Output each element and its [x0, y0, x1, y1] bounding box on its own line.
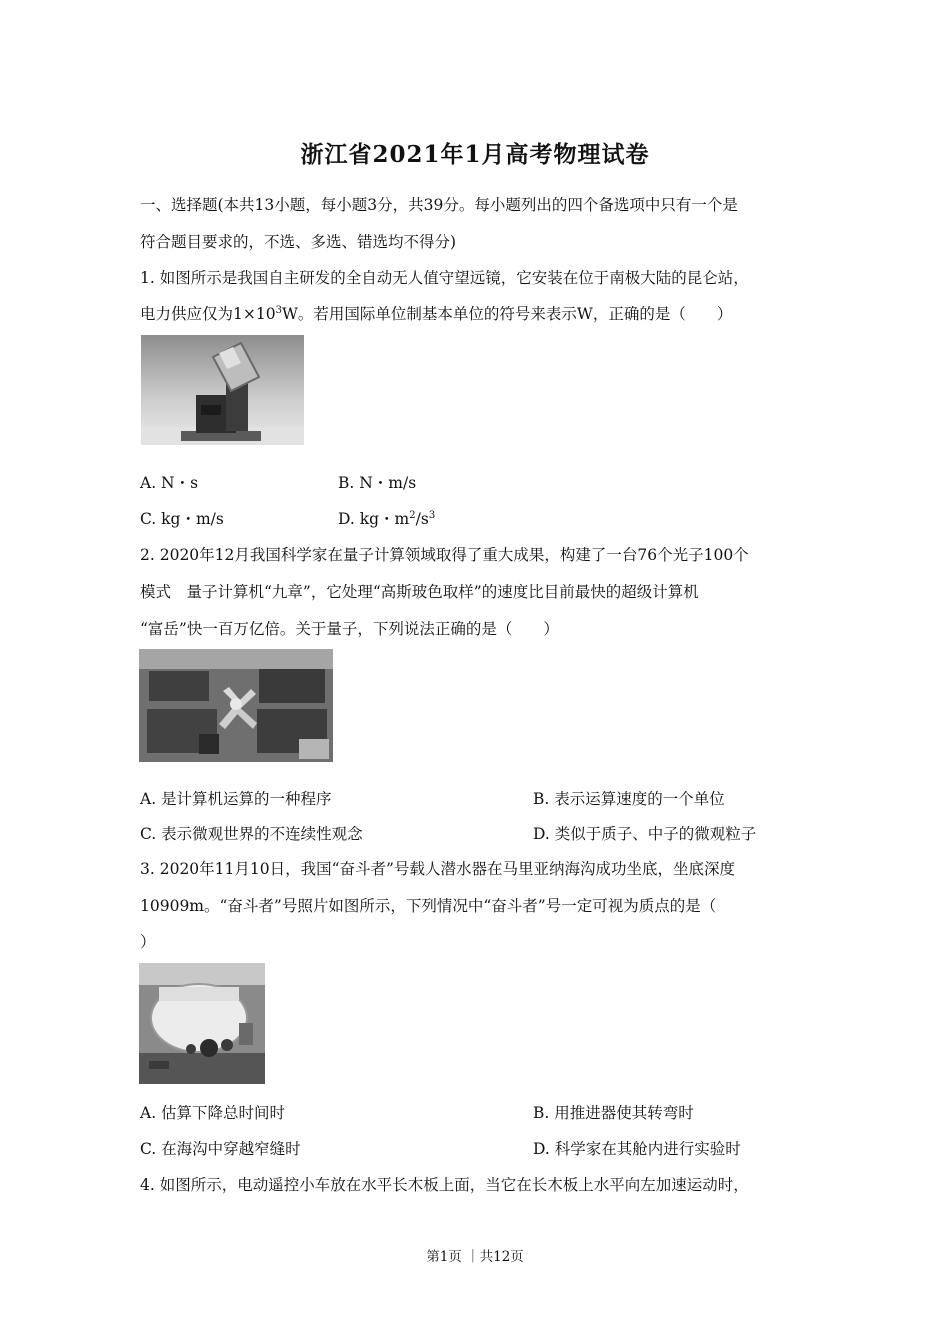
q2-text-line3: “富岳”快一百万亿倍。关于量子，下列说法正确的是（ ）	[140, 620, 559, 638]
page-title: 浙江省2021年1月高考物理试卷	[300, 141, 650, 168]
section-instruction-line2: 符合题目要求的，不选、多选、错选均不得分)	[140, 233, 457, 251]
q2-option-b: B. 表示运算速度的一个单位	[533, 790, 725, 808]
quantum-computer-photo	[139, 649, 333, 762]
q3-option-a: A. 估算下降总时间时	[140, 1104, 286, 1122]
q2-text-line1: 2. 2020年12月我国科学家在量子计算领域取得了重大成果，构建了一台76个光子100个	[140, 546, 749, 564]
q1-text-line2: 电力供应仅为$1\times 10^3W$。若用国际单位制基本单位的符号来表示W，正确的是（ ）	[140, 304, 733, 323]
q3-text-line3: ）	[140, 933, 156, 951]
q1-option-d: D. kg・$m^2/s^3$	[338, 509, 436, 528]
q3-option-b: B. 用推进器使其转弯时	[533, 1104, 694, 1122]
q2-text-line2: 模式 量子计算机“九章”，它处理“高斯玻色取样”的速度比目前最快的超级计算机	[140, 583, 699, 601]
q3-text-line1: 3. 2020年11月10日，我国“奋斗者”号载人潜水器在马里亚纳海沟成功坐底，坐底深度	[140, 860, 735, 878]
section-instruction-line1: 一、选择题(本共13小题，每小题3分，共39分。每小题列出的四个备选项中只有一个是	[140, 196, 738, 214]
q2-option-d: D. 类似于质子、中子的微观粒子	[533, 825, 757, 843]
q1-option-b: B. N・m/s	[338, 474, 417, 492]
q1-text-line1: 1. 如图所示是我国自主研发的全自动无人值守望远镜，它安装在位于南极大陆的昆仑站，	[140, 269, 749, 287]
q3-option-c: C. 在海沟中穿越窄缝时	[140, 1140, 301, 1158]
q3-text-line2: 10909m。“奋斗者”号照片如图所示，下列情况中“奋斗者”号一定可视为质点的是（	[140, 897, 717, 915]
page-footer: 第1页 ｜共12页	[426, 1249, 524, 1265]
telescope-photo	[141, 335, 304, 445]
q2-option-a: A. 是计算机运算的一种程序	[140, 790, 332, 808]
q1-option-a: A. N・s	[140, 474, 199, 492]
q4-text-line1: 4. 如图所示，电动遥控小车放在水平长木板上面，当它在长木板上水平向左加速运动时，	[140, 1176, 749, 1194]
q1-option-c: C. kg・m/s	[140, 510, 224, 528]
q2-option-c: C. 表示微观世界的不连续性观念	[140, 825, 363, 843]
q3-option-d: D. 科学家在其舱内进行实验时	[533, 1140, 741, 1158]
submersible-photo	[139, 963, 265, 1084]
